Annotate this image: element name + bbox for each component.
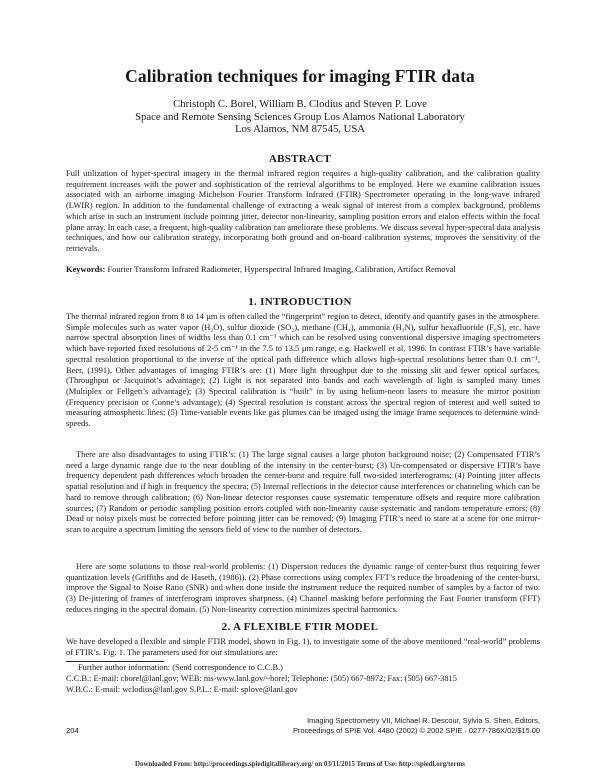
paper-title: Calibration techniques for imaging FTIR data — [125, 66, 475, 86]
keywords — [66, 264, 540, 275]
abstract-text: Full utilization of hyper-spectral imagery in the thermal infrared region requires a high-quality calibration, and the calibration quality requirement increases with the power and sophistication of the retrieval algorithms to be employed. Here we examine calibration issues associated with an airborne imaging Michelson Fourier Transform Infrared (FTIR) Spectrometer operating in the long-wave infrared (LWIR) region. In addition to the fundamental challenge of extracting a weak signal of interest from a complex background, problems which arise in such an instrument include pointing jitter, detector non-linearity, sampling position errors and etalon effects within the focal plane array. In each case, a frequent, high-quality calibration can ameliorate these problems. We discuss several hyper-spectral data analysis techniques, and how our calibration strategy, incorporating both ground and on-board calibration systems, improves the sensitivity of the retrievals. — [66, 168, 540, 253]
section-1-paragraph-1: The thermal infrared region from 8 to 14 µm is often called the “fingerprint” region to detect, identify and quantify gases in the atmosphere. Simple molecules such as water vapor (H₂O), sulfur dioxide (SO₂), methane (CH₄), ammonia (H₃N), sulfur hexafluoride (F₆S), etc. have narrow spectral absorption lines of widths less than 0.1 cm⁻¹ which can be resolved using conventional dispersive imaging spectrometers which have reported fixed resolutions of 2-5 cm⁻¹ in the 7.5 to 13.5 µm range, e.g. Hackwell et al, 1996. In contrast FTIR’s have variable spectral resolution proportional to the inverse of the optical path difference which allows high-spectral resolutions better than 0.1 cm⁻¹, Beer, (1991). Other advantages of imaging FTIR’s are: (1) More light throughput due to the missing slit and fewer optical surfaces, (Throughput or Jacquinot’s advantage); (2) Light is not separated into bands and each wavelength of light is sampled many times (Multiplex or Fellgett’s advantage); (3) Spectral calibration is “built” in by using helium-neon lasers to measure the mirror position (Frequency precision or Conne’s advantage); (4) Spectral resolution is constant across the spectral region of interest and well suited to measuring atmospheric lines; (5) Time-variable events like gas plumes can be imaged using the image frame sequences to determine wind-speeds. — [66, 311, 540, 429]
publication-line-1: Imaging Spectrometry VII, Michael R. Descour, Sylvia S. Shen, Editors, — [307, 716, 540, 725]
affiliation-address: Los Alamos, NM 87545, USA — [234, 123, 366, 135]
abstract-heading: ABSTRACT — [268, 153, 332, 165]
section-2-paragraph-1: We have developed a flexible and simple FTIR model, shown in Fig. 1), to investigate some of the above mentioned “real-world” problems of FTIR’s. Fig. 1. The parameters used for our simulations are: — [66, 636, 540, 657]
section-1-heading: 1. INTRODUCTION — [248, 296, 352, 308]
affiliation: Space and Remote Sensing Sciences Group Los Alamos National Laboratory — [135, 111, 465, 123]
footnote-divider — [66, 661, 164, 662]
section-1-paragraph-2: There are also disadvantages to using FTIR’s: (1) The large signal causes a large photon background noise; (2) Compensated FTIR’s need a large dynamic range due to the near doubling of the intensity in the center-burst; (3) Un-compensated or dispersive FTIR’s have frequency dependent path differences which broaden the center-burst and require full two-sided interferograms; (4) Pointing jitter affects spatial resolution and if high in frequency the spectra; (5) Internal reflections in the detector cause interferences or channeling which can be hard to remove through calibration; (6) Non-linear detector responses cause systematic temperature offsets and require more calibration sources; (7) Random or periodic sampling position errors coupled with non-linearity cause systematic and random temperature errors; (8) Dead or noisy pixels must be corrected before pointing jitter can be removed; (9) Imaging FTIR’s need to stare at a scene for one mirror-scan to acquire a spectrum limiting the sensors field of view to the number of detectors. — [66, 449, 540, 534]
page-number: 204 — [66, 726, 79, 735]
footnote-author-info: Further author information: (Send correspondence to C.C.B.) — [78, 663, 283, 672]
keywords-label: Keywords: — [66, 264, 106, 274]
publication-line-2: Proceedings of SPIE Vol. 4480 (2002) © 2002 SPIE · 0277-786X/02/$15.00 — [292, 725, 540, 735]
keywords-text: Fourier Transform Infrared Radiometer, Hyperspectral Infrared Imaging, Calibration, Artifact Removal — [107, 264, 456, 274]
footnote-contact-ccb: C.C.B.: E-mail: cborel@lanl.gov; WEB: nis-www.lanl.gov/~borel; Telephone: (505) 667-8972; Fax: (505) 667-3815 — [66, 674, 457, 683]
authors: Christoph C. Borel, William B. Clodius and Steven P. Love — [173, 98, 427, 110]
section-2-heading: 2. A FLEXIBLE FTIR MODEL — [221, 621, 379, 633]
footnote-contact-wbc-spl: W.B.C.: E-mail: wclodius@lanl.gov S.P.L.: E-mail: splove@lanl.gov — [66, 685, 298, 694]
download-notice: Downloaded From: http://proceedings.spiedigitallibrary.org/ on 03/11/2015 Terms of Use: http://spiedl.org/terms — [135, 761, 465, 768]
section-1-paragraph-3: Here are some solutions to those real-world problems: (1) Dispersion reduces the dynamic range of center-burst thus requiring fewer quantization levels (Griffiths and de Haseth, (1986)). (2) Phase corrections using complex FFT’s reduce the broadening of the center-burst, improve the Signal to Noise Ratio (SNR) and when done inside the instrument reduce the required number of samples by a factor of two. (3) De-jittering of frames of interferogram improves sharpness. (4) Channel masking before performing the Fast Fourier transform (FFT) reduces ringing in the spectral domain. (5) Non-linearity correction minimizes spectral harmonics. — [66, 561, 540, 614]
publication-info — [200, 716, 540, 735]
